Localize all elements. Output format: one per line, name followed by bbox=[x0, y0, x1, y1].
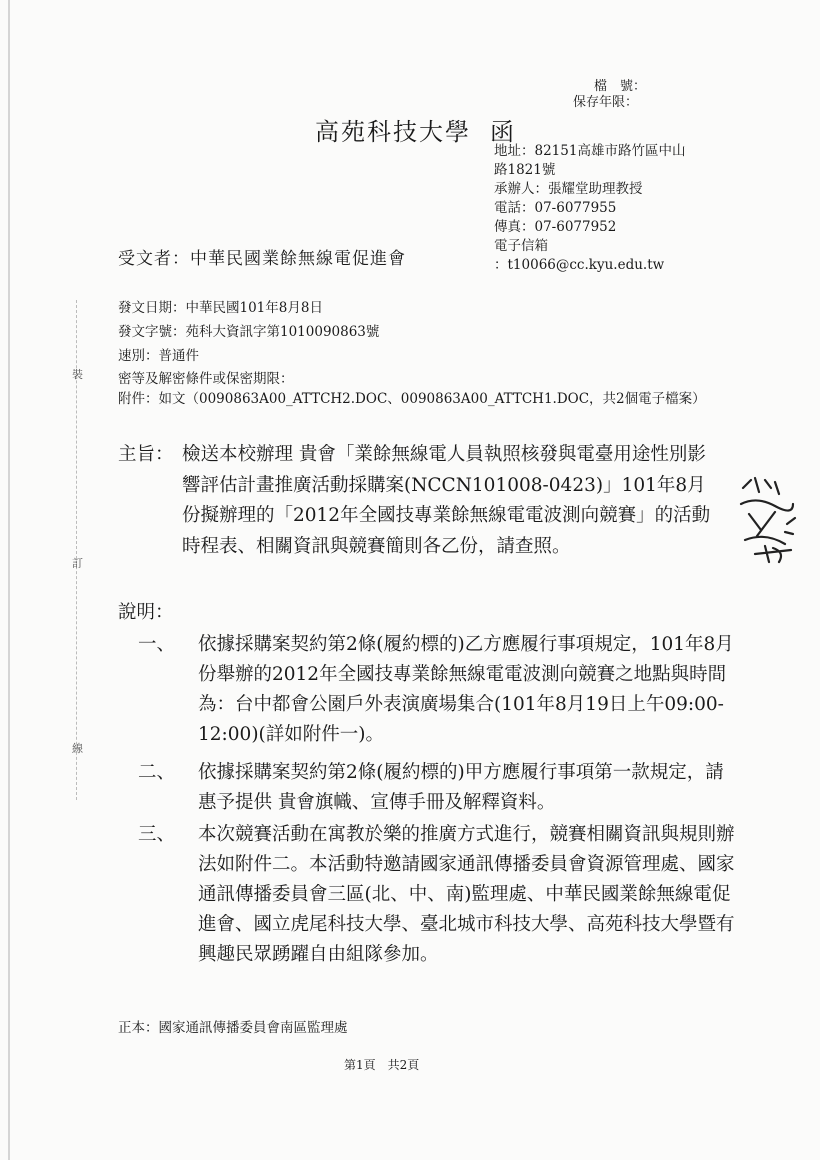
item-number: 二、 bbox=[138, 762, 176, 783]
speed-class: 速別：普通件 bbox=[118, 348, 199, 364]
issue-number: 發文字號：苑科大資訊字第1010090863號 bbox=[118, 324, 380, 340]
contact-line: 電話：07-6077955 bbox=[494, 200, 617, 216]
explanation-label: 說明： bbox=[118, 602, 174, 623]
scan-edge bbox=[8, 0, 10, 1160]
item-number: 三、 bbox=[138, 824, 176, 845]
item-text: 依據採購案契約第2條(履約標的)甲方應履行事項第一款規定，請惠予提供 貴會旗幟、宣傳手冊及解釋資料。 bbox=[198, 762, 724, 813]
contact-line: 路1821號 bbox=[494, 162, 556, 178]
item-number: 一、 bbox=[138, 634, 176, 655]
binding-mark-ding: 訂 bbox=[72, 557, 83, 570]
doc-type: 函 bbox=[490, 118, 514, 146]
subject-text: 檢送本校辦理 貴會「業餘無線電人員執照核發與電臺用途性別影響評估計畫推廣活動採購案(NCCN101008-0423)」101年8月份擬辦理的「2012年全國技專業餘無線電電波測向競賽」的活動時程表、相關資訊與競賽簡則各乙份，請查照。 bbox=[182, 444, 711, 557]
retention-label: 保存年限： bbox=[573, 95, 639, 110]
contact-line: ：t10066@cc.kyu.edu.tw bbox=[494, 257, 665, 273]
contact-line: 傳真：07-6077952 bbox=[494, 219, 617, 235]
org-title: 高苑科技大學 bbox=[315, 118, 471, 146]
contact-line: 承辦人：張耀堂助理教授 bbox=[494, 181, 643, 197]
attachments: 附件：如文（0090863A00_ATTCH2.DOC、0090863A00_ATTCH1.DOC，共2個電子檔案） bbox=[118, 391, 706, 407]
copy-recipient: 正本：國家通訊傳播委員會南區監理處 bbox=[118, 1020, 348, 1036]
page-number: 第1頁 共2頁 bbox=[344, 1058, 420, 1072]
binding-mark-zhuang: 裝 bbox=[72, 368, 83, 381]
handwritten-signature-stamp bbox=[735, 474, 799, 566]
item-text: 依據採購案契約第2條(履約標的)乙方應履行事項規定，101年8月份舉辦的2012年全國技專業餘無線電電波測向競賽之地點與時間為：台中都會公園戶外表演廣場集合(101年8月19日上午09:00-12:00)(詳如附件一)。 bbox=[198, 634, 734, 745]
recipient: 受文者：中華民國業餘無線電促進會 bbox=[118, 249, 406, 269]
contact-block bbox=[494, 142, 724, 275]
file-number-label: 檔 號： bbox=[594, 79, 647, 94]
secrecy-level: 密等及解密條件或保密期限： bbox=[118, 371, 294, 387]
item-text: 本次競賽活動在寓教於樂的推廣方式進行，競賽相關資訊與規則辦法如附件二。本活動特邀請國家通訊傳播委員會資源管理處、國家通訊傳播委員會三區(北、中、南)監理處、中華民國業餘無線電促進會、國立虎尾科技大學、臺北城市科技大學、高苑科技大學暨有興趣民眾踴躍自由組隊參加。 bbox=[198, 824, 735, 965]
contact-line: 電子信箱 bbox=[494, 238, 548, 254]
issue-date: 發文日期：中華民國101年8月8日 bbox=[118, 300, 323, 316]
subject-label: 主旨： bbox=[118, 444, 174, 465]
binding-mark-xian: 線 bbox=[72, 742, 83, 755]
contact-line: 地址：82151高雄市路竹區中山 bbox=[494, 143, 686, 159]
